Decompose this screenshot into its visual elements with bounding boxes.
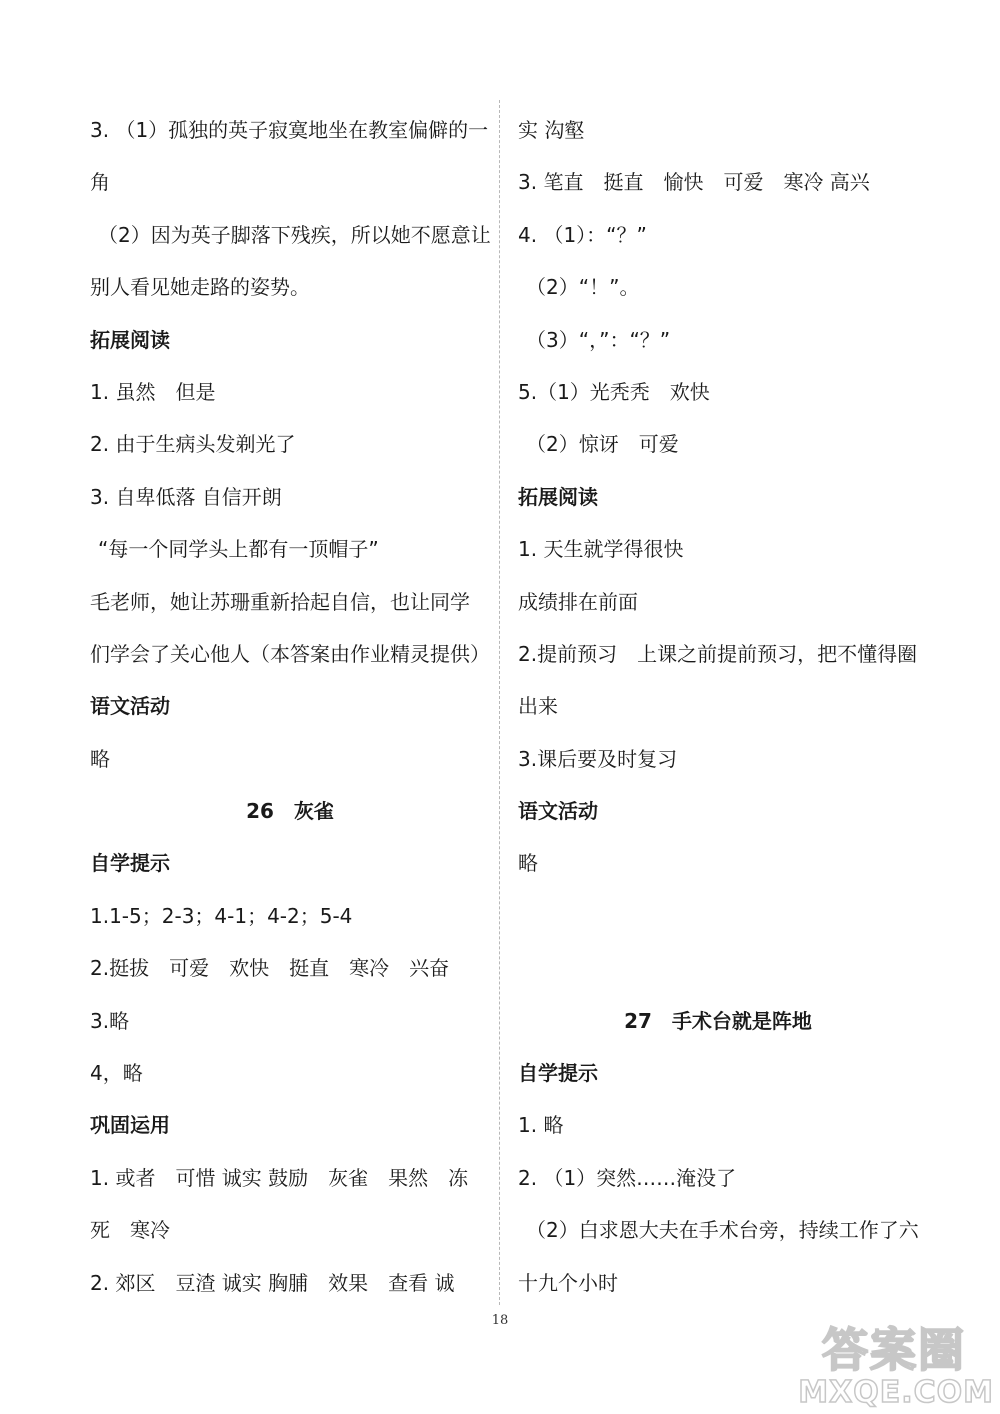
text-line: 略 — [518, 851, 538, 876]
text-line: 4. （1）：“？” — [518, 222, 647, 247]
text-line: （3）“，”：“？” — [526, 327, 671, 352]
text-line: （2）因为英子脚落下残疾，所以她不愿意让 — [98, 222, 491, 247]
text-line: 3. （1）孤独的英子寂寞地坐在教室偏僻的一 — [90, 118, 489, 142]
text-line: 1.1-5；2-3；4-1；4-2；5-4 — [90, 903, 353, 928]
text-line: 别人看见她走路的姿势。 — [90, 275, 310, 300]
blank-line — [518, 890, 918, 942]
text-line: 略 — [90, 746, 110, 771]
text-line: 3.课后要及时复习 — [518, 746, 678, 771]
section-heading: 巩固运用 — [90, 1113, 170, 1138]
text-line: 死 寒冷 — [90, 1218, 170, 1243]
lesson-title: 27 手术台就是阵地 — [624, 1008, 812, 1033]
text-line: 2. 郊区 豆渣 诚实 胸脯 效果 查看 诚 — [90, 1270, 455, 1295]
watermark-logo-text: 答案圈 — [822, 1323, 966, 1377]
text-line: 1. 虽然 但是 — [90, 379, 216, 404]
column-divider — [499, 100, 500, 1305]
section-heading: 自学提示 — [90, 851, 170, 876]
text-line: 1. 天生就学得很快 — [518, 537, 684, 562]
section-heading: 语文活动 — [90, 694, 170, 719]
text-line: （2）白求恩大夫在手术台旁，持续工作了六 — [526, 1218, 919, 1243]
text-line: 毛老师，她让苏珊重新拾起自信，也让同学 — [90, 589, 470, 614]
text-line: 出来 — [518, 694, 558, 719]
text-line: 3. 笔直 挺直 愉快 可爱 寒冷 高兴 — [518, 170, 870, 195]
text-line: 3. 自卑低落 自信开朗 — [90, 484, 282, 509]
text-line: “每一个同学头上都有一顶帽子” — [98, 537, 379, 562]
text-line: （2）惊讶 可爱 — [526, 432, 679, 457]
watermark-url-text: MXQE.COM — [798, 1375, 994, 1410]
text-line: 1. 或者 可惜 诚实 鼓励 灰雀 果然 冻 — [90, 1165, 469, 1190]
text-line: 1. 略 — [518, 1113, 564, 1138]
lesson-title: 26 灰雀 — [246, 799, 334, 824]
left-column — [90, 104, 490, 1309]
section-heading: 语文活动 — [518, 799, 598, 824]
text-line: 角 — [90, 170, 110, 195]
right-column — [518, 104, 918, 1309]
text-line: 5.（1）光秃秃 欢快 — [518, 379, 710, 404]
text-line: 2.挺拔 可爱 欢快 挺直 寒冷 兴奋 — [90, 956, 450, 981]
watermark-logo — [739, 1314, 994, 1410]
text-line: 2.提前预习 上课之前提前预习，把不懂得圈 — [518, 641, 918, 666]
page-number: 18 — [491, 1313, 509, 1328]
section-heading: 自学提示 — [518, 1061, 598, 1086]
text-line: 成绩排在前面 — [518, 589, 638, 614]
text-line: 2. （1）突然……淹没了 — [518, 1165, 737, 1190]
text-line: 3.略 — [90, 1008, 130, 1033]
text-line: 实 沟壑 — [518, 118, 585, 142]
text-line: （2）“！”。 — [526, 275, 640, 300]
section-heading: 拓展阅读 — [518, 484, 598, 509]
blank-line — [518, 942, 918, 994]
text-line: 十九个小时 — [518, 1270, 618, 1295]
text-line: 4，略 — [90, 1061, 143, 1086]
section-heading: 拓展阅读 — [90, 327, 170, 352]
text-line: 2. 由于生病头发剃光了 — [90, 432, 296, 457]
text-line: 们学会了关心他人（本答案由作业精灵提供） — [90, 641, 490, 666]
